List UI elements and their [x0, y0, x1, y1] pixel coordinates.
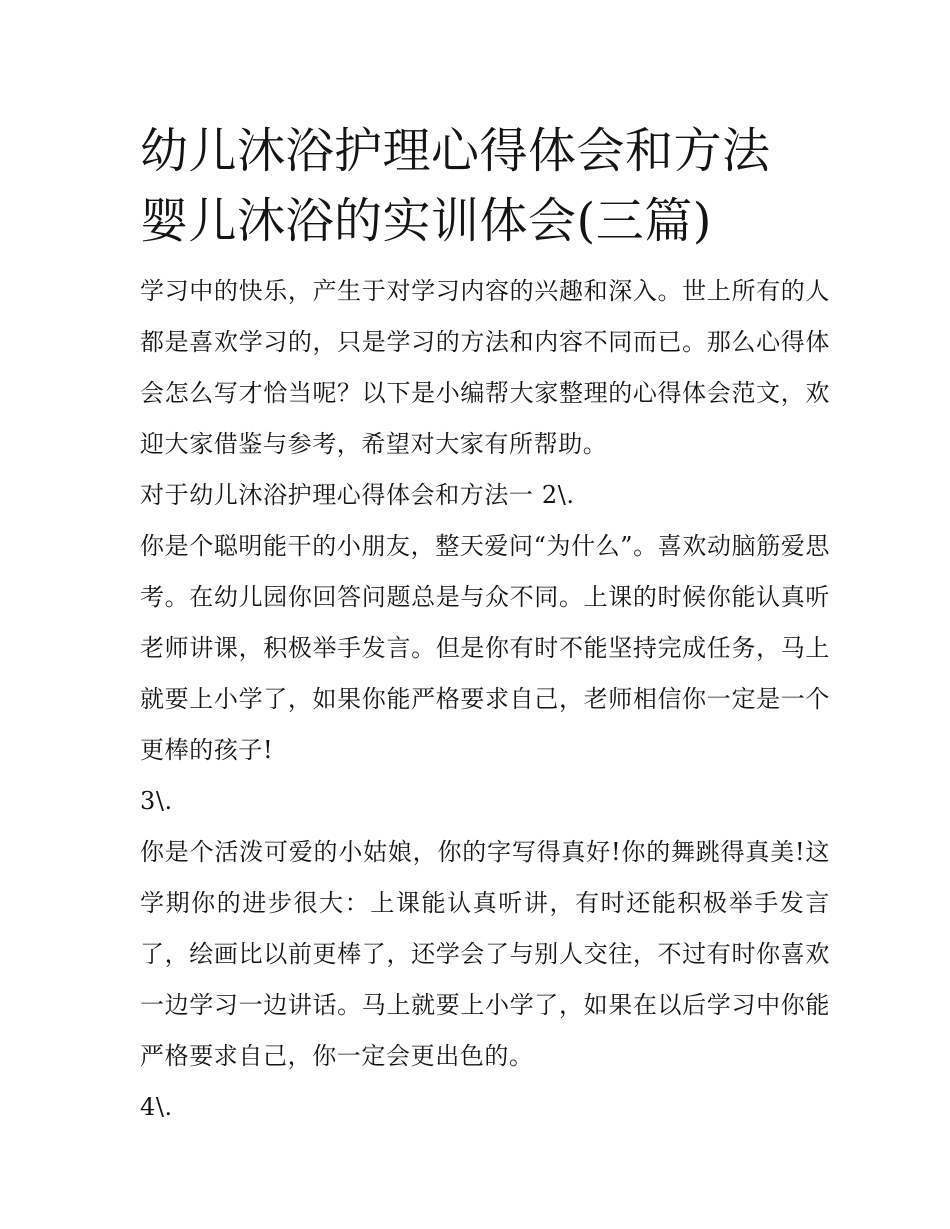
document-title [140, 116, 830, 256]
section-heading-1: 对于幼儿沐浴护理心得体会和方法一 2\. [140, 481, 575, 509]
title-line-2: 婴儿沐浴的实训体会(三篇) [140, 193, 712, 249]
intro-paragraph: 学习中的快乐，产生于对学习内容的兴趣和深入。世上所有的人都是喜欢学习的，只是学习的方法和内容不同而已。那么心得体会怎么写才恰当呢？以下是小编帮大家整理的心得体会范文，欢迎大家借鉴与参考，希望对大家有所帮助。 [140, 277, 830, 458]
title-line-1: 幼儿沐浴护理心得体会和方法 [140, 123, 771, 179]
section-number-4: 4\. [140, 1093, 173, 1121]
body-paragraph-3: 你是个活泼可爱的小姑娘，你的字写得真好!你的舞跳得真美!这学期你的进步很大：上课能认真听讲，有时还能积极举手发言了，绘画比以前更棒了，还学会了与别人交往，不过有时你喜欢一边学习一边讲话。马上就要上小学了，如果在以后学习中你能严格要求自己，你一定会更出色的。 [140, 838, 830, 1070]
body-paragraph-2: 你是个聪明能干的小朋友，整天爱问“为什么”。喜欢动脑筋爱思考。在幼儿园你回答问题总是与众不同。上课的时候你能认真听老师讲课，积极举手发言。但是你有时不能坚持完成任务，马上就要上小学了，如果你能严格要求自己，老师相信你一定是一个更棒的孩子! [140, 532, 830, 764]
section-number-3: 3\. [140, 787, 173, 815]
document-content [140, 116, 830, 1133]
